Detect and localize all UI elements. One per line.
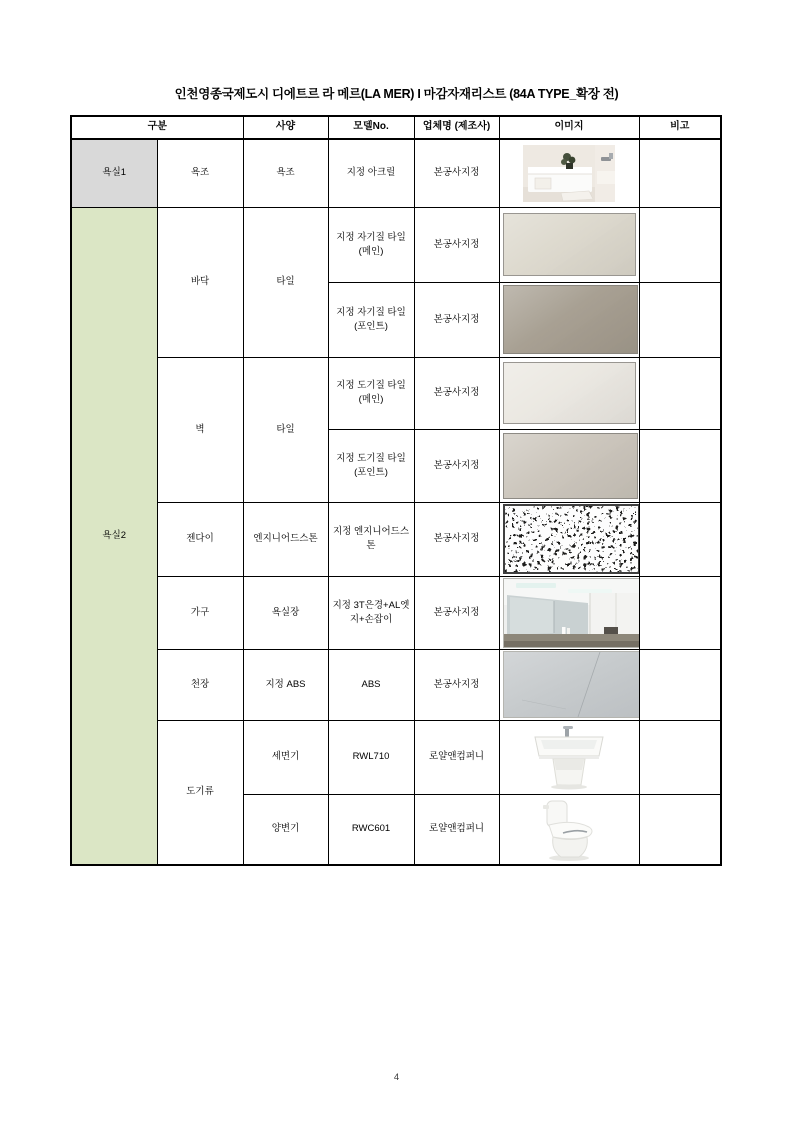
model-cell: 지정 아크릴 (328, 139, 414, 207)
model-cell: 지정 엔지니어드스톤 (328, 502, 414, 576)
company-cell: 로얄앤컴퍼니 (414, 794, 499, 865)
spec-cell: 타일 (243, 357, 328, 502)
header-company: 업체명 (제조사) (414, 116, 499, 139)
remarks-cell (639, 576, 721, 649)
model-cell: ABS (328, 649, 414, 720)
remarks-cell (639, 139, 721, 207)
remarks-cell (639, 649, 721, 720)
part-cell: 벽 (157, 357, 243, 502)
model-cell: 지정 자기질 타일 (메인) (328, 207, 414, 282)
remarks-cell (639, 282, 721, 357)
header-image: 이미지 (499, 116, 639, 139)
company-cell: 본공사지정 (414, 357, 499, 429)
spec-cell: 지정 ABS (243, 649, 328, 720)
company-cell: 본공사지정 (414, 139, 499, 207)
part-cell: 바닥 (157, 207, 243, 357)
bathtub-photo (523, 145, 615, 202)
floor-tile-main-swatch (503, 213, 636, 276)
image-cell (499, 207, 639, 282)
table-row (71, 139, 721, 207)
engineered-stone-swatch (503, 504, 640, 574)
spec-cell: 양변기 (243, 794, 328, 865)
image-cell (499, 576, 639, 649)
model-cell: RWL710 (328, 720, 414, 794)
spec-cell: 욕조 (243, 139, 328, 207)
header-category: 구분 (71, 116, 243, 139)
company-cell: 본공사지정 (414, 282, 499, 357)
image-cell (499, 282, 639, 357)
company-cell: 본공사지정 (414, 207, 499, 282)
room-cell-bath2: 욕실2 (71, 207, 157, 865)
remarks-cell (639, 429, 721, 502)
company-cell: 본공사지정 (414, 649, 499, 720)
header-spec: 사양 (243, 116, 328, 139)
finish-material-table (70, 115, 722, 866)
header-remarks: 비고 (639, 116, 721, 139)
spec-cell: 욕실장 (243, 576, 328, 649)
company-cell: 로얄앤컴퍼니 (414, 720, 499, 794)
company-cell: 본공사지정 (414, 429, 499, 502)
image-cell (499, 794, 639, 865)
image-cell (499, 649, 639, 720)
spec-cell: 엔지니어드스톤 (243, 502, 328, 576)
washbasin-photo (527, 723, 611, 791)
wall-tile-point-swatch (503, 433, 638, 499)
part-cell: 욕조 (157, 139, 243, 207)
bathroom-cabinet-photo (503, 578, 640, 648)
table-row (71, 502, 721, 576)
header-model: 모델No. (328, 116, 414, 139)
spec-cell: 세면기 (243, 720, 328, 794)
model-cell: 지정 도기질 타일 (포인트) (328, 429, 414, 502)
image-cell (499, 429, 639, 502)
table-row (71, 649, 721, 720)
company-cell: 본공사지정 (414, 576, 499, 649)
model-cell: RWC601 (328, 794, 414, 865)
room-cell-bath1: 욕실1 (71, 139, 157, 207)
remarks-cell (639, 357, 721, 429)
model-cell: 지정 자기질 타일 (포인트) (328, 282, 414, 357)
ceiling-photo (503, 651, 640, 718)
remarks-cell (639, 794, 721, 865)
table-row (71, 720, 721, 794)
page-title: 인천영종국제도시 디에트르 라 메르(LA MER) I 마감자재리스트 (84A TYPE_확장 전) (174, 87, 619, 101)
spec-cell: 타일 (243, 207, 328, 357)
image-cell (499, 720, 639, 794)
model-cell: 지정 도기질 타일 (메인) (328, 357, 414, 429)
table-row (71, 207, 721, 282)
wall-tile-main-swatch (503, 362, 636, 424)
part-cell: 가구 (157, 576, 243, 649)
image-cell (499, 502, 639, 576)
company-cell: 본공사지정 (414, 502, 499, 576)
part-cell: 젠다이 (157, 502, 243, 576)
table-header-row (71, 116, 721, 139)
toilet-photo (539, 796, 599, 862)
image-cell (499, 357, 639, 429)
part-cell: 천장 (157, 649, 243, 720)
remarks-cell (639, 720, 721, 794)
part-cell: 도기류 (157, 720, 243, 865)
remarks-cell (639, 502, 721, 576)
image-cell (499, 139, 639, 207)
model-cell: 지정 3T은경+AL엣지+손잡이 (328, 576, 414, 649)
table-row (71, 357, 721, 429)
remarks-cell (639, 207, 721, 282)
page-number: 4 (393, 1072, 400, 1083)
floor-tile-point-swatch (503, 285, 638, 354)
table-row (71, 576, 721, 649)
